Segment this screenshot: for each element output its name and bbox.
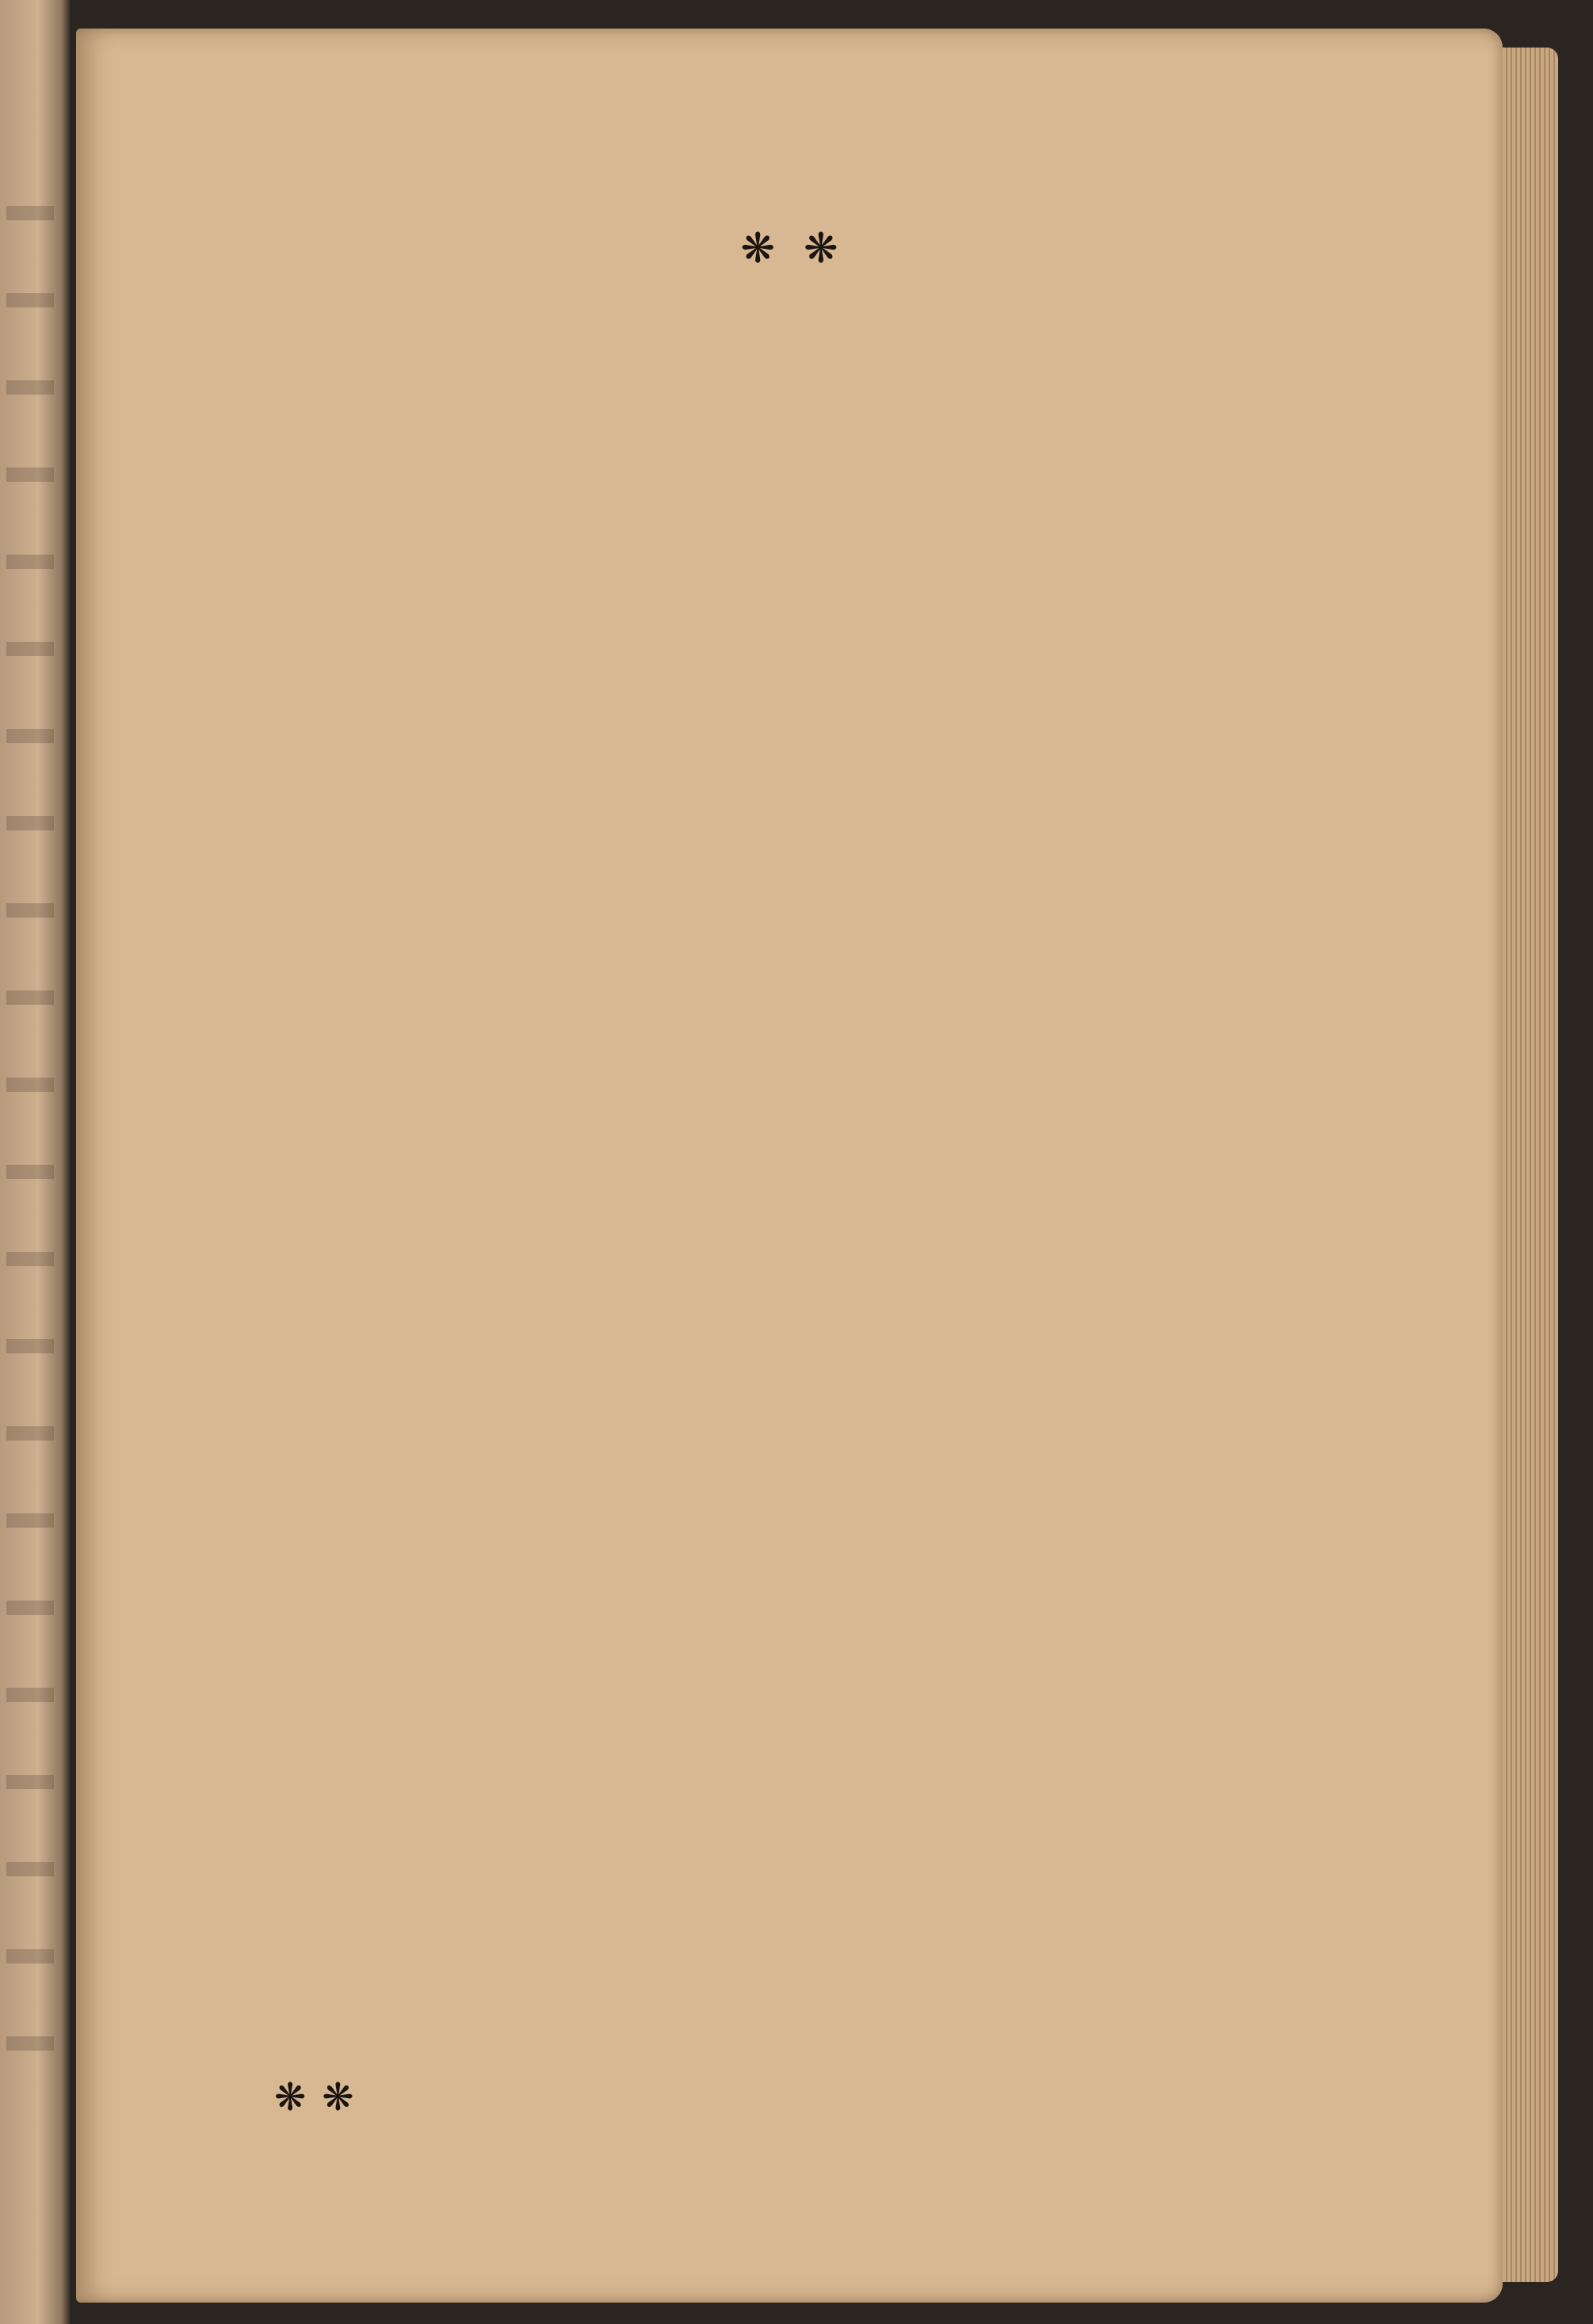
text-line-9 <box>203 916 1265 995</box>
body-text <box>203 282 1265 2105</box>
text-line-20 <box>203 1788 1265 1867</box>
text-line-13 <box>203 1233 1265 1312</box>
catchword-ornament-right: ❋ <box>274 2075 307 2120</box>
text-line-3 <box>203 441 1265 520</box>
text-line-21 <box>203 1867 1265 1946</box>
catchword-ornament-left: ❋ <box>322 2075 354 2120</box>
text-line-15 <box>203 1391 1265 1471</box>
page-fore-edge <box>1503 48 1558 2282</box>
text-line-4 <box>203 520 1265 599</box>
text-line-16 <box>203 1471 1265 1550</box>
text-line-6 <box>203 678 1265 757</box>
left-page-edge <box>0 0 70 2324</box>
text-line-22 <box>203 1946 1265 2025</box>
printed-page <box>76 29 1503 2303</box>
text-line-14 <box>203 1312 1265 1391</box>
left-page-text-fragments <box>6 206 54 2108</box>
text-line-7 <box>203 757 1265 837</box>
text-line-8 <box>203 837 1265 916</box>
text-line-11 <box>203 1074 1265 1154</box>
text-line-17 <box>203 1550 1265 1629</box>
page-header <box>76 211 1503 282</box>
text-line-23 <box>203 2025 1265 2105</box>
text-line-12 <box>203 1154 1265 1233</box>
header-ornament-right: ❋ <box>740 225 775 273</box>
text-line-18 <box>203 1629 1265 1708</box>
text-line-2 <box>203 361 1265 441</box>
text-line-1 <box>203 282 1265 361</box>
text-line-5 <box>203 599 1265 678</box>
text-line-19 <box>203 1708 1265 1788</box>
text-line-10 <box>203 995 1265 1074</box>
catchword <box>266 2061 361 2132</box>
header-ornament-left: ❋ <box>804 225 839 273</box>
